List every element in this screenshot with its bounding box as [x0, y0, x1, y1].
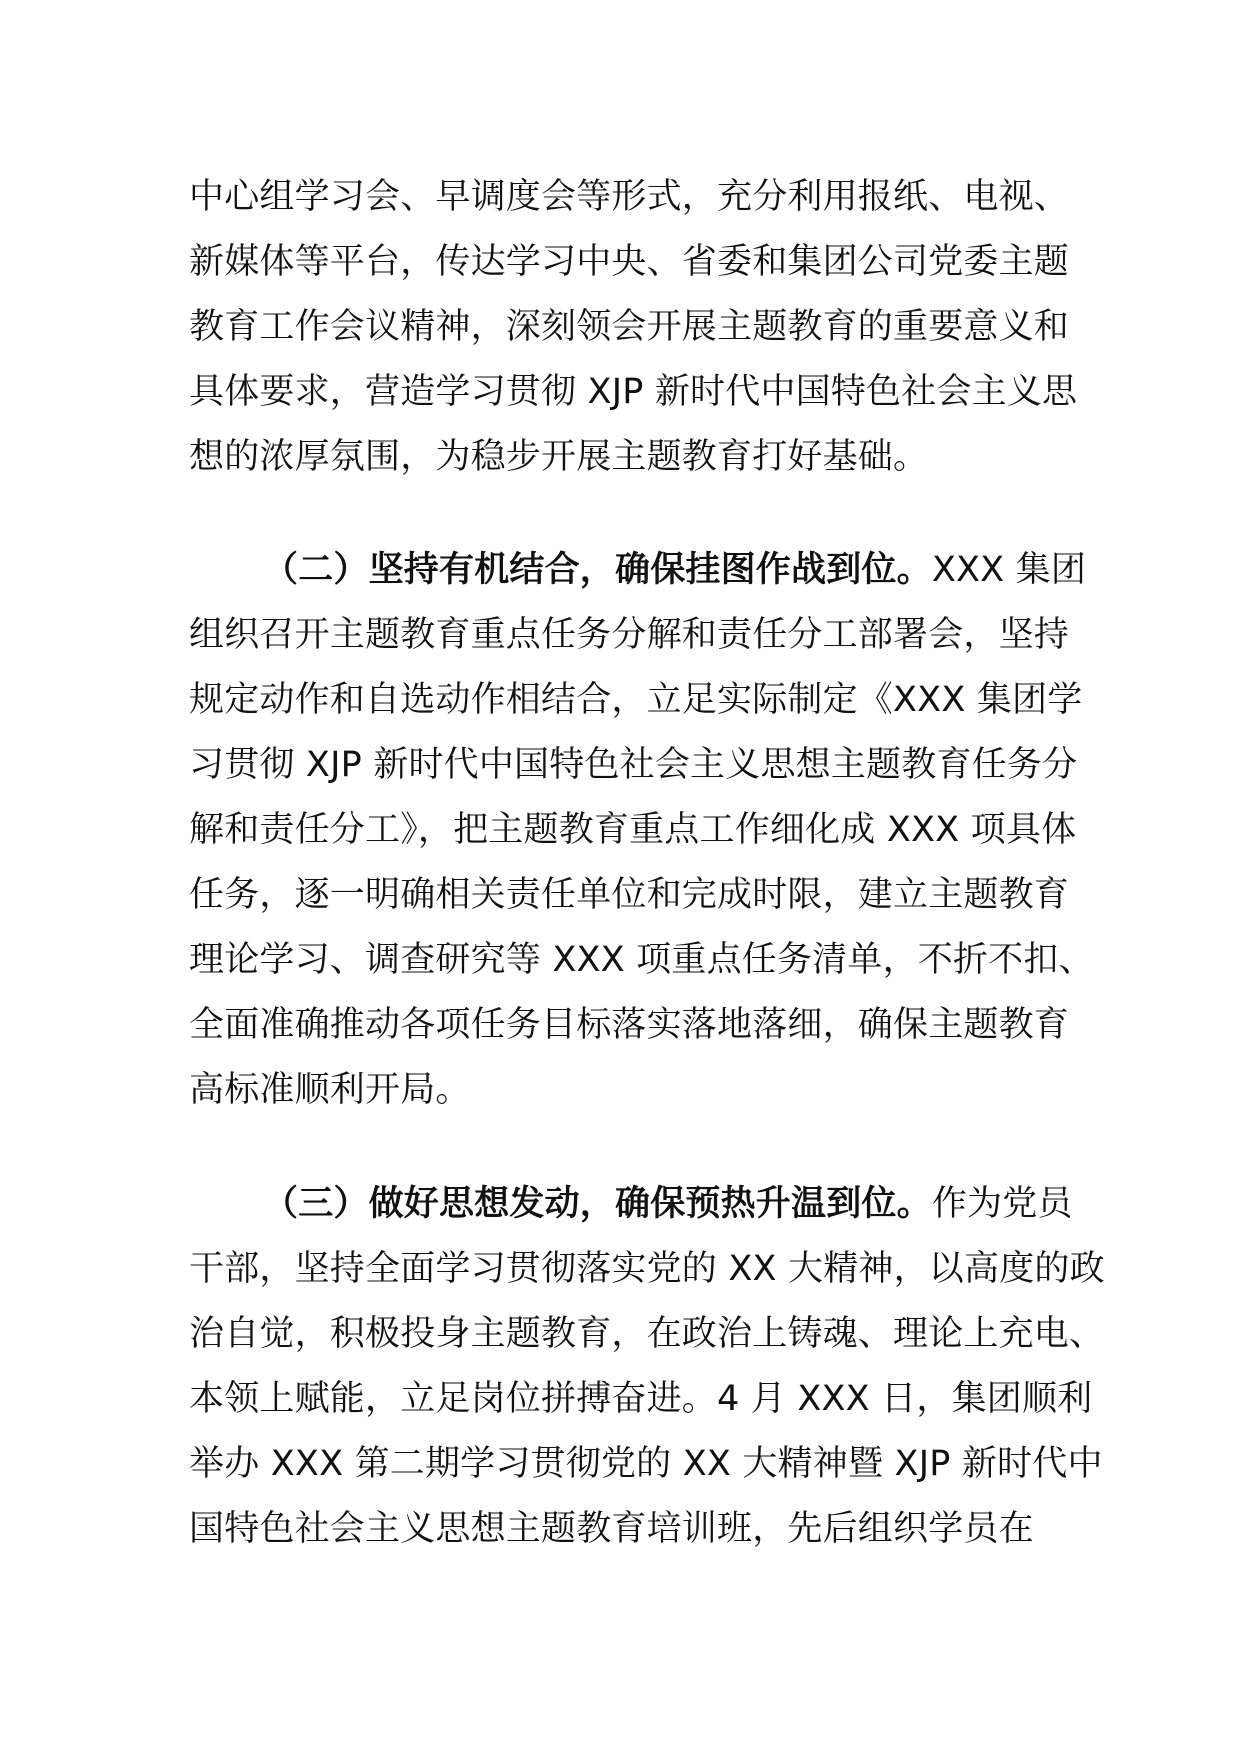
paragraph-3-line: 国特色社会主义思想主题教育培训班，先后组织学员在	[189, 1509, 1034, 1549]
paragraph-3-heading: （三）做好思想发动，确保预热升温到位。	[263, 1184, 932, 1224]
paragraph-1-line: 教育工作会议精神，深刻领会开展主题教育的重要意义和	[189, 307, 1070, 347]
paragraph-2	[189, 538, 1094, 1123]
paragraph-2-line: 高标准顺利开局。	[189, 1070, 471, 1110]
paragraph-2-line: 组织召开主题教育重点任务分解和责任分工部署会，坚持	[189, 615, 1070, 655]
paragraph-3-line: 治自觉，积极投身主题教育，在政治上铸魂、理论上充电、	[189, 1314, 1105, 1354]
paragraph-1-line: 新媒体等平台，传达学习中央、省委和集团公司党委主题	[189, 242, 1070, 282]
paragraph-2-line: 解和责任分工》，把主题教育重点工作细化成 XXX 项具体	[189, 810, 1077, 850]
paragraph-1-line: 具体要求，营造学习贯彻 XJP 新时代中国特色社会主义思	[189, 372, 1078, 412]
paragraph-2-first-line-rest: XXX 集团	[931, 550, 1087, 590]
paragraph-2-first-line	[189, 538, 1087, 603]
paragraph-1-line: 中心组学习会、早调度会等形式，充分利用报纸、电视、	[189, 177, 1070, 217]
paragraph-3-first-line	[189, 1172, 1073, 1237]
paragraph-2-line: 规定动作和自选动作相结合，立足实际制定《XXX 集团学	[189, 680, 1083, 720]
paragraph-3-line: 举办 XXX 第二期学习贯彻党的 XX 大精神暨 XJP 新时代中	[189, 1444, 1103, 1484]
paragraph-2-line: 任务，逐一明确相关责任单位和完成时限，建立主题教育	[189, 875, 1070, 915]
paragraph-3-first-line-rest: 作为党员	[931, 1184, 1073, 1224]
paragraph-1-line: 想的浓厚氛围，为稳步开展主题教育打好基础。	[189, 437, 929, 477]
paragraph-1	[189, 165, 1078, 490]
paragraph-2-line: 习贯彻 XJP 新时代中国特色社会主义思想主题教育任务分	[189, 745, 1078, 785]
paragraph-2-heading: （二）坚持有机结合，确保挂图作战到位。	[263, 550, 932, 590]
paragraph-3-line: 干部，坚持全面学习贯彻落实党的 XX 大精神，以高度的政	[189, 1249, 1105, 1289]
paragraph-2-line: 理论学习、调查研究等 XXX 项重点任务清单，不折不扣、	[189, 940, 1094, 980]
paragraph-3	[189, 1172, 1105, 1562]
paragraph-2-line: 全面准确推动各项任务目标落实落地落细，确保主题教育	[189, 1005, 1070, 1045]
paragraph-3-line: 本领上赋能，立足岗位拼搏奋进。4 月 XXX 日，集团顺利	[189, 1379, 1093, 1419]
